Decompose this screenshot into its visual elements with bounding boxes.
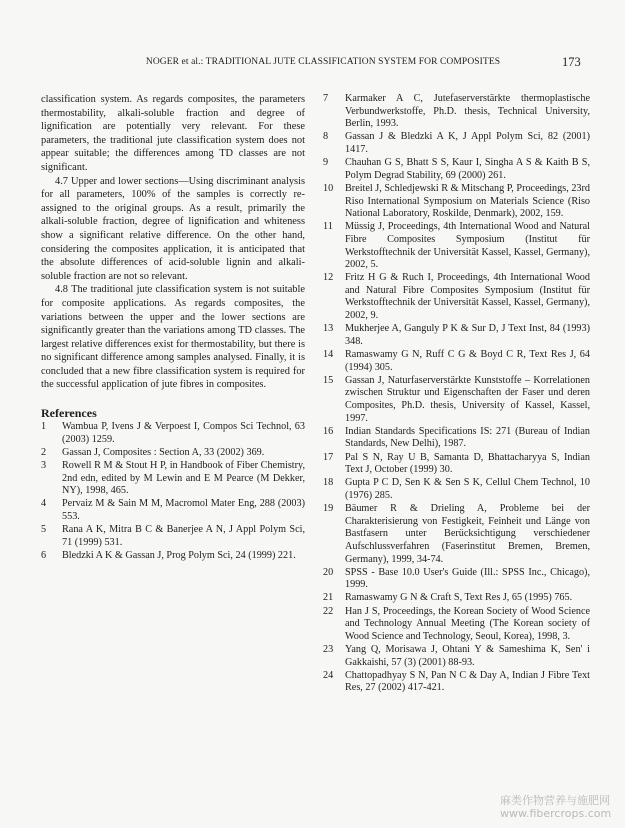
paragraph-4-7: 4.7 Upper and lower sections—Using discriminant analysis for all parameters, 100% of the samples is correctly re-assigned to the original groups. As a result, primarily the alkali-soluble fraction, degree of lignification and whiteness show a significant relative difference. On the other hand, considering the composites application, it is anticipated that the absolute differences of acid-soluble lignin and alkali-soluble fraction are not so relevant.: [41, 175, 305, 282]
running-header: [0, 57, 625, 71]
reference-text: Yang Q, Morisawa J, Ohtani Y & Sameshima K, Sen' i Gakkaishi, 57 (3) (2001) 88-93.: [345, 644, 590, 668]
reference-number: 20: [323, 566, 334, 578]
reference-text: Ramaswamy G N, Ruff C G & Boyd C R, Text Res J, 64 (1994) 305.: [345, 349, 590, 373]
reference-number: 7: [323, 93, 329, 104]
site-watermark: [500, 794, 611, 820]
left-column: [41, 93, 305, 563]
reference-text: Indian Standards Specifications IS: 271 (Bureau of Indian Standards, New Delhi), 1987.: [345, 425, 590, 450]
reference-number: 5: [41, 524, 47, 536]
reference-number: 12: [323, 272, 334, 284]
reference-number: 16: [323, 425, 334, 437]
watermark-line-1: 麻类作物营养与施肥网: [500, 794, 610, 807]
reference-item: [323, 477, 590, 502]
reference-item: [323, 323, 590, 348]
reference-number: 10: [323, 182, 334, 194]
reference-item: [323, 503, 590, 566]
reference-text: Fritz H G & Ruch I, Proceedings, 4th International Wood and Natural Fibre Composites Symposium (Institut für Werkstofftechnik der Universität Kassel, Kassel, Germany), 2002, 9.: [345, 272, 590, 322]
reference-item: [41, 524, 305, 549]
reference-item: [323, 606, 590, 644]
reference-item: [41, 421, 305, 446]
reference-item: [323, 183, 590, 221]
reference-number: 6: [41, 549, 47, 561]
reference-text: Han J S, Proceedings, the Korean Society of Wood Science and Technology Annual Meeting (The Korean society of Wood Science and Technology, Seoul, Korea), 1998, 3.: [345, 605, 590, 642]
reference-text: Bäumer R & Drieling A, Probleme bei der Charakterisierung von Festigkeit, Feinheit und Länge von Bastfasern unter Berücksichtigung verschiedener Aufschlussverfahren (Faserinstitut Bremen, Bremen, Germany), 1999, 34-74.: [345, 503, 590, 565]
reference-number: 1: [41, 421, 47, 433]
reference-text: Pal S N, Ray U B, Samanta D, Bhattacharyya S, Indian Text J, October (1999) 30.: [345, 451, 590, 476]
reference-item: [323, 375, 590, 425]
reference-item: [323, 567, 590, 592]
reference-number: 23: [323, 644, 334, 656]
reference-item: [323, 670, 590, 695]
reference-number: 14: [323, 349, 334, 361]
reference-number: 17: [323, 451, 334, 463]
reference-text: Gassan J, Composites : Section A, 33 (2002) 369.: [62, 446, 265, 458]
reference-text: Gupta P C D, Sen K & Sen S K, Cellul Chem Technol, 10 (1976) 285.: [345, 477, 590, 501]
right-column: [323, 93, 590, 696]
page-number: 173: [562, 55, 581, 69]
reference-text: Chauhan G S, Bhatt S S, Kaur I, Singha A S & Kaith B S, Polym Degrad Stability, 69 (2000) 261.: [345, 157, 590, 181]
reference-item: [323, 452, 590, 477]
reference-item: [323, 93, 590, 131]
reference-item: [41, 460, 305, 498]
reference-item: [323, 131, 590, 156]
reference-text: Mukherjee A, Ganguly P K & Sur D, J Text Inst, 84 (1993) 348.: [345, 323, 590, 347]
reference-item: [323, 221, 590, 271]
running-title: NOGER et al.: TRADITIONAL JUTE CLASSIFICATION SYSTEM FOR COMPOSITES: [145, 57, 501, 67]
reference-text: Chattopadhyay S N, Pan N C & Day A, Indian J Fibre Text Res, 27 (2002) 417-421.: [345, 669, 590, 694]
reference-text: Rana A K, Mitra B C & Banerjee A N, J Appl Polym Sci, 71 (1999) 531.: [62, 524, 305, 548]
reference-text: Gassan J & Bledzki A K, J Appl Polym Sci, 82 (2001) 1417.: [345, 131, 590, 155]
reference-number: 13: [323, 323, 334, 335]
reference-number: 4: [41, 498, 47, 510]
reference-text: Breitel J, Schledjewski R & Mitschang P, Proceedings, 23rd Riso International Symposium on Materials Science (Riso National Laboratory, Roskilde, Denmark), 2002, 159.: [345, 182, 590, 220]
reference-item: [323, 157, 590, 182]
watermark-line-2: www.fibercrops.com: [500, 807, 612, 820]
reference-number: 15: [323, 374, 334, 386]
reference-item: [41, 550, 305, 563]
reference-text: Gassan J, Naturfaserverstärkte Kunststoffe – Korrelationen zwischen Struktur und Eigenschaften der Faser und deren Composites, Ph.D. thesis, University of Kassel, Kassel, 1997.: [345, 374, 590, 424]
reference-number: 18: [323, 477, 334, 489]
reference-item: [41, 498, 305, 523]
reference-item: [323, 426, 590, 451]
references-heading: References: [41, 406, 97, 421]
reference-text: Wambua P, Ivens J & Verpoest I, Compos Sci Technol, 63 (2003) 1259.: [62, 421, 305, 445]
paragraph-continued: classification system. As regards composites, the parameters thermostability, alkali-soluble fraction and degree of lignification are potentially very relevant. For these parameters, the traditional jute classification system does not appear suitable; the differences among TD classes are not significant.: [41, 94, 305, 173]
reference-number: 11: [323, 221, 333, 233]
reference-list-left: [41, 421, 305, 563]
reference-number: 24: [323, 669, 334, 681]
paragraph-4-8: 4.8 The traditional jute classification system is not suitable for composite applications. As regards composites, the variations between the upper and the lower sections are significantly greater than the variations among TD classes. The largest relative differences exist for thermostability, but there is no significant difference among samples analysed. Finally, it is concluded that a new fibre classification system is required for the successful application of jute fibres in composites.: [41, 284, 305, 391]
reference-item: [323, 592, 590, 605]
reference-number: 9: [323, 157, 329, 169]
reference-item: [323, 644, 590, 669]
reference-item: [323, 272, 590, 322]
reference-number: 19: [323, 503, 334, 515]
reference-item: [323, 349, 590, 374]
reference-number: 22: [323, 605, 334, 617]
reference-text: Ramaswamy G N & Craft S, Text Res J, 65 (1995) 765.: [345, 592, 573, 604]
reference-number: 8: [323, 131, 329, 143]
reference-number: 3: [41, 460, 47, 472]
reference-text: Rowell R M & Stout H P, in Handbook of Fiber Chemistry, 2nd edn, edited by M Lewin and E M Pearce (M Dekker, NY), 1998, 465.: [62, 460, 305, 497]
reference-text: Müssig J, Proceedings, 4th International Wood and Natural Fibre Composites Symposium (Institut für Werkstofftechnik der Universität Kassel, Kassel, Germany), 2002, 5.: [345, 221, 590, 271]
reference-item: [41, 447, 305, 460]
reference-list-right: [323, 93, 590, 695]
reference-text: SPSS - Base 10.0 User's Guide (Ill.: SPSS Inc., Chicago), 1999.: [345, 566, 590, 591]
reference-text: Karmaker A C, Jutefaserverstärkte thermoplastische Verbundwerkstoffe, Ph.D. thesis, Technical University, Berlin, 1993.: [345, 93, 590, 130]
reference-number: 2: [41, 446, 47, 458]
reference-text: Pervaiz M & Sain M M, Macromol Mater Eng, 288 (2003) 553.: [62, 498, 305, 522]
reference-number: 21: [323, 592, 334, 604]
reference-text: Bledzki A K & Gassan J, Prog Polym Sci, 24 (1999) 221.: [62, 549, 296, 561]
